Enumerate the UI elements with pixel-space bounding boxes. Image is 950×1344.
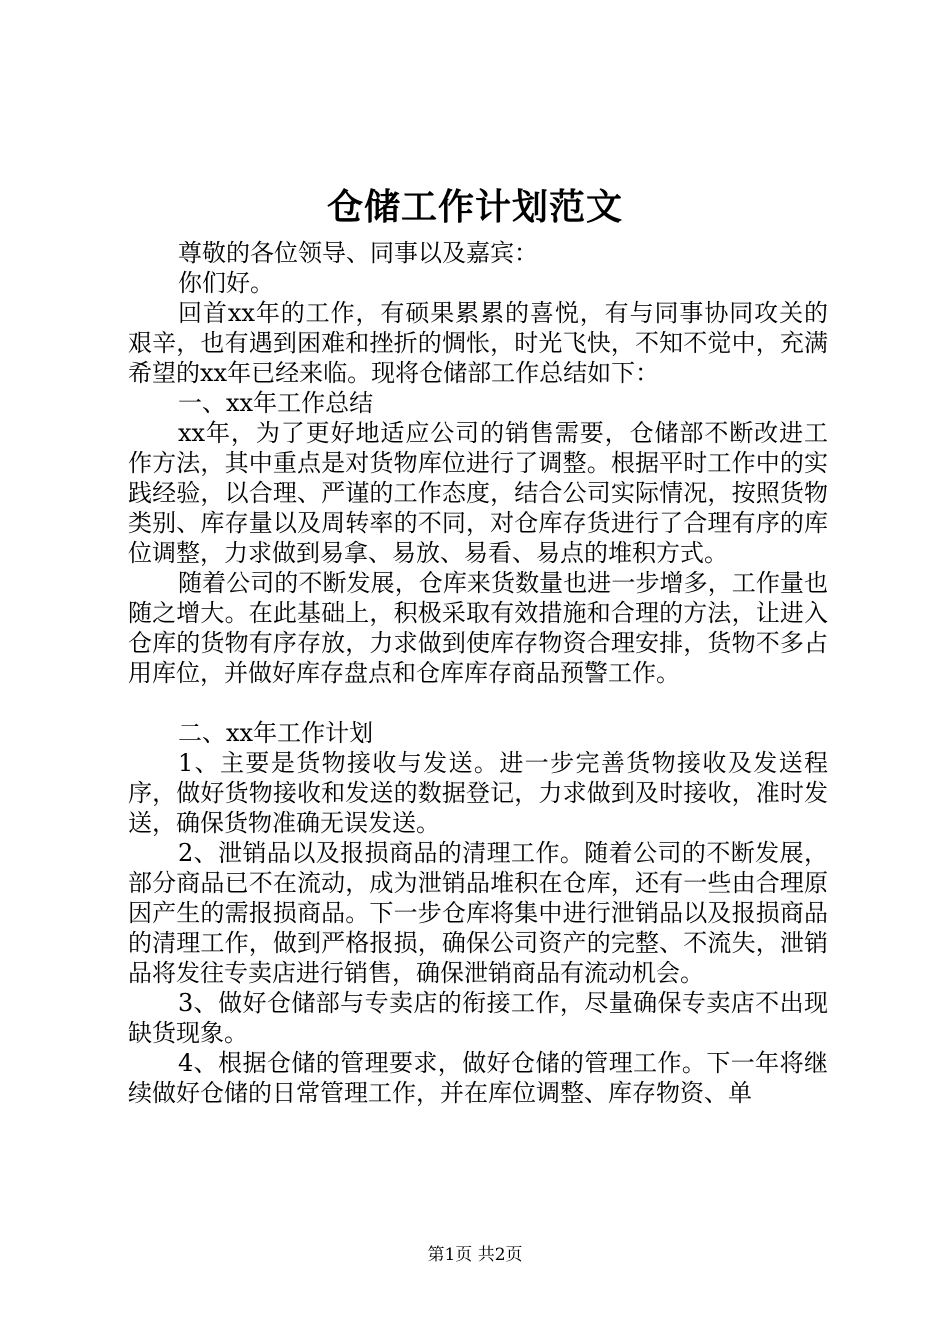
plan-item-3: 3、做好仓储部与专卖店的衔接工作，尽量确保专卖店不出现缺货现象。 (128, 989, 828, 1047)
plan-item-2: 2、泄销品以及报损商品的清理工作。随着公司的不断发展，部分商品已不在流动，成为泄销品堆积在仓库，还有一些由合理原因产生的需报损商品。下一步仓库将集中进行泄销品以及报损商品的清理工作，做到严格报损，确保公司资产的完整、不流失，泄销品将发往专卖店进行销售，确保泄销商品有流动机会。 (128, 839, 828, 987)
summary-paragraph-1: xx年，为了更好地适应公司的销售需要，仓储部不断改进工作方法，其中重点是对货物库位进行了调整。根据平时工作中的实践经验，以合理、严谨的工作态度，结合公司实际情况，按照货物类别、库存量以及周转率的不同，对仓库存货进行了合理有序的库位调整，力求做到易拿、易放、易看、易点的堆积方式。 (128, 419, 828, 567)
section-heading-summary: 一、xx年工作总结 (178, 389, 374, 417)
plan-item-4: 4、根据仓储的管理要求，做好仓储的管理工作。下一年将继续做好仓储的日常管理工作，并在库位调整、库存物资、单 (128, 1049, 828, 1107)
intro-paragraph: 回首xx年的工作，有硕果累累的喜悦，有与同事协同攻关的艰辛，也有遇到困难和挫折的惆怅，时光飞快，不知不觉中，充满希望的xx年已经来临。现将仓储部工作总结如下： (128, 299, 828, 387)
page-number-footer: 第1页 共2页 (427, 1245, 523, 1265)
plan-item-1: 1、主要是货物接收与发送。进一步完善货物接收及发送程序，做好货物接收和发送的数据登记，力求做到及时接收，准时发送，确保货物准确无误发送。 (128, 749, 828, 837)
greeting: 你们好。 (178, 269, 274, 297)
section-heading-plan: 二、xx年工作计划 (178, 719, 374, 747)
salutation: 尊敬的各位领导、同事以及嘉宾： (178, 239, 538, 267)
summary-paragraph-2: 随着公司的不断发展，仓库来货数量也进一步增多，工作量也随之增大。在此基础上，积极采取有效措施和合理的方法，让进入仓库的货物有序存放，力求做到使库存物资合理安排，货物不多占用库位，并做好库存盘点和仓库库存商品预警工作。 (128, 569, 828, 687)
document-title: 仓储工作计划范文 (326, 186, 623, 228)
document-body (128, 238, 828, 1108)
